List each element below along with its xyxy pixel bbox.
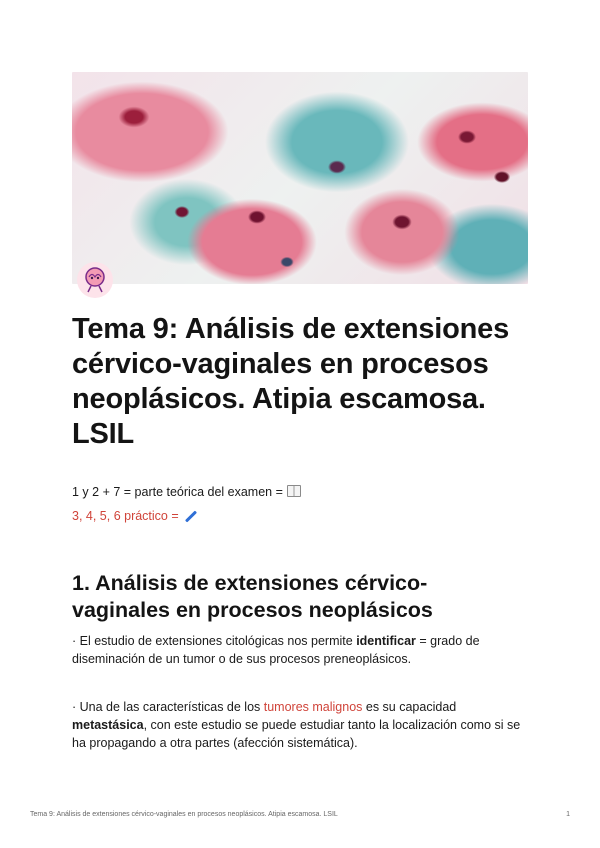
exam-practice-note xyxy=(72,508,198,524)
p2-text-middle: es su capacidad xyxy=(362,700,457,714)
p1-text-before: · El estudio de extensiones citológicas nos permite xyxy=(72,634,357,648)
cover-image xyxy=(72,72,528,284)
p2-text-after: , con este estudio se puede estudiar tanto la localización como si se ha propagando a otra partes (afección sistemática). xyxy=(72,718,521,750)
p1-text-after: = grado de diseminación de un tumor o de sus procesos preneoplásicos. xyxy=(72,634,480,666)
brain-mascot-icon xyxy=(77,262,113,298)
book-icon xyxy=(287,485,301,497)
paragraph-metastasis xyxy=(72,698,532,752)
page-title: Tema 9: Análisis de extensiones cérvico-vaginales en procesos neoplásicos. Atipia escamosa. LSIL xyxy=(72,313,510,450)
exam-practice-text: 3, 4, 5, 6 práctico = xyxy=(72,509,179,523)
paragraph-identify xyxy=(72,632,532,668)
exam-theory-note xyxy=(72,484,301,500)
footer-title: Tema 9: Análisis de extensiones cérvico-vaginales en procesos neoplásicos. Atipia escamosa. LSIL xyxy=(30,811,338,818)
pen-icon xyxy=(185,510,197,522)
p1-bold: identificar xyxy=(356,634,416,648)
section-heading: 1. Análisis de extensiones cérvico-vaginales en procesos neoplásicos xyxy=(72,571,433,622)
p2-highlight: tumores malignos xyxy=(263,700,363,714)
p2-text-before: · Una de las características de los xyxy=(72,700,264,714)
footer-page-number: 1 xyxy=(566,811,570,818)
exam-theory-text: 1 y 2 + 7 = parte teórica del examen = xyxy=(72,485,283,499)
page-footer xyxy=(30,811,570,818)
p2-bold: metastásica xyxy=(72,718,144,732)
